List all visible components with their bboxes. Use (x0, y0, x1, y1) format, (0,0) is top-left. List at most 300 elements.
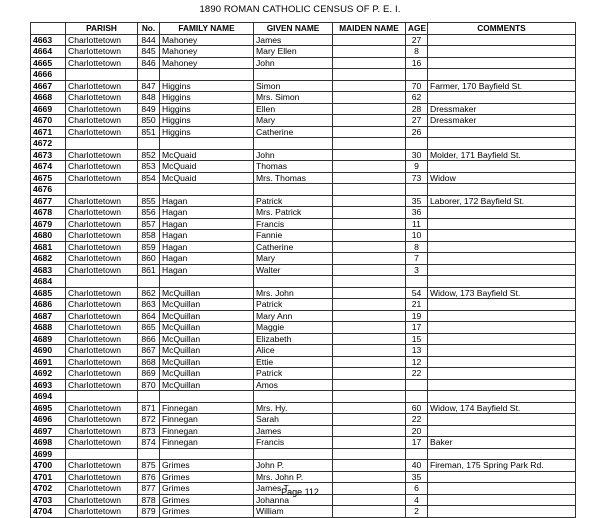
cell-parish: Charlottetown (66, 483, 138, 495)
cell-row-number: 4682 (31, 253, 66, 265)
cell-family-name: Finnegan (160, 414, 254, 426)
cell-row-number: 4664 (31, 46, 66, 58)
cell-row-number: 4702 (31, 483, 66, 495)
cell-given-name: William (254, 506, 333, 518)
cell-age: 40 (406, 460, 428, 472)
cell-family-name: Mahoney (160, 57, 254, 69)
cell-comments (428, 46, 576, 58)
cell-maiden-name (333, 80, 406, 92)
cell-maiden-name (333, 149, 406, 161)
cell-entry-number: 870 (138, 379, 160, 391)
table-row (31, 299, 576, 311)
cell-given-name: Sarah (254, 414, 333, 426)
cell-entry-number: 875 (138, 460, 160, 472)
cell-parish: Charlottetown (66, 103, 138, 115)
cell-family-name: Higgins (160, 92, 254, 104)
cell-parish: Charlottetown (66, 322, 138, 334)
cell-family-name: Finnegan (160, 425, 254, 437)
cell-age: 10 (406, 230, 428, 242)
cell-age (406, 276, 428, 288)
table-row (31, 356, 576, 368)
cell-comments (428, 276, 576, 288)
cell-given-name: Maggie (254, 322, 333, 334)
cell-parish: Charlottetown (66, 253, 138, 265)
cell-maiden-name (333, 368, 406, 380)
cell-given-name: Mary (254, 253, 333, 265)
cell-given-name: James (254, 34, 333, 46)
cell-row-number: 4692 (31, 368, 66, 380)
cell-age (406, 379, 428, 391)
cell-family-name (160, 391, 254, 403)
table-row (31, 471, 576, 483)
cell-entry-number: 862 (138, 287, 160, 299)
cell-comments (428, 253, 576, 265)
cell-age: 8 (406, 46, 428, 58)
table-row (31, 253, 576, 265)
cell-parish: Charlottetown (66, 345, 138, 357)
table-row (31, 322, 576, 334)
cell-maiden-name (333, 34, 406, 46)
cell-maiden-name (333, 506, 406, 518)
cell-age: 19 (406, 310, 428, 322)
table-row (31, 310, 576, 322)
cell-family-name: McQuillan (160, 333, 254, 345)
cell-row-number: 4670 (31, 115, 66, 127)
table-row (31, 287, 576, 299)
cell-age: 15 (406, 333, 428, 345)
cell-family-name: Hagan (160, 195, 254, 207)
cell-parish: Charlottetown (66, 195, 138, 207)
table-row (31, 345, 576, 357)
cell-entry-number: 858 (138, 230, 160, 242)
cell-given-name: Francis (254, 437, 333, 449)
table-row (31, 218, 576, 230)
cell-given-name: John P. (254, 460, 333, 472)
table-row (31, 103, 576, 115)
cell-age: 17 (406, 322, 428, 334)
cell-age: 11 (406, 218, 428, 230)
cell-entry-number: 844 (138, 34, 160, 46)
cell-parish: Charlottetown (66, 460, 138, 472)
cell-comments (428, 322, 576, 334)
cell-maiden-name (333, 345, 406, 357)
cell-comments (428, 425, 576, 437)
table-row (31, 195, 576, 207)
cell-parish: Charlottetown (66, 126, 138, 138)
cell-row-number: 4672 (31, 138, 66, 150)
cell-parish: Charlottetown (66, 494, 138, 506)
cell-family-name: McQuaid (160, 172, 254, 184)
cell-maiden-name (333, 241, 406, 253)
cell-parish: Charlottetown (66, 80, 138, 92)
cell-row-number: 4685 (31, 287, 66, 299)
table-row (31, 57, 576, 69)
cell-given-name: Patrick (254, 195, 333, 207)
cell-family-name: Hagan (160, 207, 254, 219)
cell-row-number: 4696 (31, 414, 66, 426)
cell-comments: Dressmaker (428, 115, 576, 127)
cell-age: 6 (406, 483, 428, 495)
cell-comments (428, 264, 576, 276)
cell-row-number: 4691 (31, 356, 66, 368)
cell-family-name: McQuillan (160, 310, 254, 322)
cell-family-name: Hagan (160, 264, 254, 276)
cell-maiden-name (333, 414, 406, 426)
cell-given-name: Mary Ellen (254, 46, 333, 58)
cell-family-name: Finnegan (160, 402, 254, 414)
col-header-family-name: FAMILY NAME (160, 23, 254, 35)
census-table (30, 22, 576, 518)
cell-row-number: 4683 (31, 264, 66, 276)
cell-family-name: Hagan (160, 241, 254, 253)
cell-comments (428, 506, 576, 518)
cell-family-name: McQuaid (160, 149, 254, 161)
cell-given-name: Walter (254, 264, 333, 276)
cell-row-number: 4668 (31, 92, 66, 104)
cell-row-number: 4697 (31, 425, 66, 437)
cell-entry-number (138, 391, 160, 403)
cell-age: 35 (406, 471, 428, 483)
cell-maiden-name (333, 207, 406, 219)
cell-entry-number: 871 (138, 402, 160, 414)
cell-comments (428, 126, 576, 138)
cell-family-name: Hagan (160, 253, 254, 265)
cell-row-number: 4678 (31, 207, 66, 219)
cell-entry-number: 865 (138, 322, 160, 334)
cell-family-name: McQuillan (160, 368, 254, 380)
cell-entry-number: 853 (138, 161, 160, 173)
cell-row-number: 4687 (31, 310, 66, 322)
cell-given-name: Simon (254, 80, 333, 92)
cell-entry-number: 872 (138, 414, 160, 426)
cell-entry-number: 850 (138, 115, 160, 127)
table-row (31, 402, 576, 414)
table-row (31, 425, 576, 437)
cell-comments (428, 368, 576, 380)
cell-family-name: McQuillan (160, 356, 254, 368)
cell-parish (66, 448, 138, 460)
cell-age (406, 69, 428, 81)
cell-comments (428, 207, 576, 219)
cell-row-number: 4675 (31, 172, 66, 184)
cell-parish: Charlottetown (66, 287, 138, 299)
cell-comments: Molder, 171 Bayfield St. (428, 149, 576, 161)
cell-parish: Charlottetown (66, 115, 138, 127)
cell-age: 13 (406, 345, 428, 357)
table-row (31, 460, 576, 472)
cell-parish (66, 138, 138, 150)
cell-row-number: 4666 (31, 69, 66, 81)
cell-maiden-name (333, 391, 406, 403)
cell-age: 4 (406, 494, 428, 506)
cell-comments (428, 230, 576, 242)
header-row (31, 23, 576, 35)
cell-comments: Fireman, 175 Spring Park Rd. (428, 460, 576, 472)
cell-entry-number (138, 184, 160, 196)
cell-maiden-name (333, 460, 406, 472)
cell-maiden-name (333, 103, 406, 115)
cell-comments: Widow (428, 172, 576, 184)
cell-family-name: Grimes (160, 471, 254, 483)
cell-row-number: 4698 (31, 437, 66, 449)
cell-maiden-name (333, 287, 406, 299)
cell-family-name: Higgins (160, 80, 254, 92)
cell-maiden-name (333, 126, 406, 138)
cell-age: 28 (406, 103, 428, 115)
cell-row-number: 4673 (31, 149, 66, 161)
cell-row-number: 4684 (31, 276, 66, 288)
cell-family-name: Mahoney (160, 34, 254, 46)
cell-family-name: McQuillan (160, 287, 254, 299)
cell-parish: Charlottetown (66, 34, 138, 46)
cell-family-name (160, 69, 254, 81)
cell-entry-number: 847 (138, 80, 160, 92)
cell-comments (428, 414, 576, 426)
cell-maiden-name (333, 379, 406, 391)
cell-entry-number: 852 (138, 149, 160, 161)
cell-family-name: Hagan (160, 218, 254, 230)
cell-maiden-name (333, 425, 406, 437)
cell-given-name: Fannie (254, 230, 333, 242)
cell-family-name: Grimes (160, 506, 254, 518)
cell-parish: Charlottetown (66, 414, 138, 426)
cell-age: 9 (406, 161, 428, 173)
table-row (31, 230, 576, 242)
cell-maiden-name (333, 218, 406, 230)
cell-age: 7 (406, 253, 428, 265)
page-title: 1890 ROMAN CATHOLIC CENSUS OF P. E. I. (199, 4, 401, 15)
table-row (31, 448, 576, 460)
table-row (31, 92, 576, 104)
cell-entry-number: 869 (138, 368, 160, 380)
cell-entry-number: 864 (138, 310, 160, 322)
table-row (31, 391, 576, 403)
cell-comments (428, 138, 576, 150)
cell-comments (428, 299, 576, 311)
cell-row-number: 4693 (31, 379, 66, 391)
cell-comments: Widow, 173 Bayfield St. (428, 287, 576, 299)
cell-family-name (160, 184, 254, 196)
cell-parish: Charlottetown (66, 57, 138, 69)
cell-given-name: Amos (254, 379, 333, 391)
cell-comments (428, 379, 576, 391)
cell-family-name: McQuillan (160, 299, 254, 311)
col-header-maiden-name: MAIDEN NAME (333, 23, 406, 35)
cell-row-number: 4704 (31, 506, 66, 518)
col-header-no: No. (138, 23, 160, 35)
cell-comments (428, 57, 576, 69)
cell-age: 8 (406, 241, 428, 253)
col-header-comments: COMMENTS (428, 23, 576, 35)
col-header-age: AGE (406, 23, 428, 35)
cell-comments (428, 241, 576, 253)
cell-family-name: Grimes (160, 494, 254, 506)
cell-entry-number: 873 (138, 425, 160, 437)
cell-given-name: Mrs. Simon (254, 92, 333, 104)
cell-given-name: Mrs. John (254, 287, 333, 299)
cell-parish: Charlottetown (66, 471, 138, 483)
cell-row-number: 4679 (31, 218, 66, 230)
cell-parish: Charlottetown (66, 218, 138, 230)
cell-row-number: 4688 (31, 322, 66, 334)
cell-maiden-name (333, 448, 406, 460)
cell-given-name: Catherine (254, 241, 333, 253)
cell-entry-number: 866 (138, 333, 160, 345)
cell-row-number: 4669 (31, 103, 66, 115)
cell-parish: Charlottetown (66, 241, 138, 253)
cell-maiden-name (333, 115, 406, 127)
cell-age (406, 138, 428, 150)
cell-row-number: 4681 (31, 241, 66, 253)
cell-entry-number (138, 138, 160, 150)
cell-entry-number: 868 (138, 356, 160, 368)
cell-entry-number: 856 (138, 207, 160, 219)
cell-age: 27 (406, 115, 428, 127)
cell-parish: Charlottetown (66, 379, 138, 391)
table-row (31, 172, 576, 184)
cell-family-name: Finnegan (160, 437, 254, 449)
cell-comments: Farmer, 170 Bayfield St. (428, 80, 576, 92)
cell-maiden-name (333, 299, 406, 311)
col-header-row-number (31, 23, 66, 35)
cell-given-name (254, 448, 333, 460)
cell-age: 21 (406, 299, 428, 311)
cell-comments (428, 310, 576, 322)
cell-age: 17 (406, 437, 428, 449)
cell-comments: Baker (428, 437, 576, 449)
cell-entry-number: 851 (138, 126, 160, 138)
cell-comments: Widow, 174 Bayfield St. (428, 402, 576, 414)
cell-row-number: 4676 (31, 184, 66, 196)
cell-row-number: 4663 (31, 34, 66, 46)
cell-given-name (254, 276, 333, 288)
cell-entry-number: 874 (138, 437, 160, 449)
cell-given-name: Mrs. John P. (254, 471, 333, 483)
cell-comments (428, 218, 576, 230)
cell-row-number: 4677 (31, 195, 66, 207)
table-row (31, 69, 576, 81)
cell-given-name: Patrick (254, 299, 333, 311)
cell-row-number: 4686 (31, 299, 66, 311)
cell-entry-number: 861 (138, 264, 160, 276)
cell-age: 26 (406, 126, 428, 138)
cell-parish: Charlottetown (66, 425, 138, 437)
cell-age: 22 (406, 368, 428, 380)
cell-parish: Charlottetown (66, 149, 138, 161)
cell-family-name: McQuillan (160, 379, 254, 391)
cell-age (406, 448, 428, 460)
cell-age (406, 391, 428, 403)
table-row (31, 126, 576, 138)
cell-parish: Charlottetown (66, 92, 138, 104)
cell-family-name: McQuillan (160, 345, 254, 357)
cell-comments (428, 92, 576, 104)
cell-maiden-name (333, 253, 406, 265)
cell-parish: Charlottetown (66, 172, 138, 184)
cell-maiden-name (333, 138, 406, 150)
cell-maiden-name (333, 402, 406, 414)
cell-age: 35 (406, 195, 428, 207)
cell-entry-number (138, 448, 160, 460)
cell-comments (428, 69, 576, 81)
cell-family-name (160, 138, 254, 150)
cell-row-number: 4690 (31, 345, 66, 357)
cell-entry-number (138, 69, 160, 81)
table-row (31, 241, 576, 253)
cell-entry-number: 876 (138, 471, 160, 483)
cell-comments (428, 184, 576, 196)
cell-maiden-name (333, 322, 406, 334)
cell-given-name: Thomas (254, 161, 333, 173)
page-number: Page 112 (281, 487, 319, 497)
cell-parish (66, 184, 138, 196)
cell-entry-number: 867 (138, 345, 160, 357)
cell-age: 30 (406, 149, 428, 161)
cell-entry-number: 854 (138, 172, 160, 184)
cell-age: 27 (406, 34, 428, 46)
cell-entry-number: 878 (138, 494, 160, 506)
cell-maiden-name (333, 184, 406, 196)
cell-comments (428, 471, 576, 483)
cell-parish: Charlottetown (66, 356, 138, 368)
cell-row-number: 4700 (31, 460, 66, 472)
cell-parish: Charlottetown (66, 299, 138, 311)
cell-age: 2 (406, 506, 428, 518)
cell-given-name: Mrs. Hy. (254, 402, 333, 414)
cell-comments: Laborer, 172 Bayfield St. (428, 195, 576, 207)
cell-age: 20 (406, 425, 428, 437)
table-row (31, 207, 576, 219)
cell-parish (66, 276, 138, 288)
cell-family-name: Grimes (160, 460, 254, 472)
cell-given-name (254, 138, 333, 150)
cell-age: 36 (406, 207, 428, 219)
cell-parish (66, 69, 138, 81)
cell-age: 12 (406, 356, 428, 368)
cell-age: 22 (406, 414, 428, 426)
col-header-given-name: GIVEN NAME (254, 23, 333, 35)
cell-row-number: 4701 (31, 471, 66, 483)
cell-given-name: Mary Ann (254, 310, 333, 322)
cell-comments (428, 345, 576, 357)
cell-row-number: 4680 (31, 230, 66, 242)
cell-given-name: Ellen (254, 103, 333, 115)
cell-given-name: Elizabeth (254, 333, 333, 345)
cell-maiden-name (333, 57, 406, 69)
cell-given-name: James (254, 425, 333, 437)
cell-given-name (254, 69, 333, 81)
table-row (31, 138, 576, 150)
cell-maiden-name (333, 92, 406, 104)
cell-row-number: 4665 (31, 57, 66, 69)
cell-maiden-name (333, 310, 406, 322)
cell-family-name: Higgins (160, 126, 254, 138)
cell-maiden-name (333, 230, 406, 242)
cell-parish (66, 391, 138, 403)
cell-maiden-name (333, 172, 406, 184)
cell-parish: Charlottetown (66, 310, 138, 322)
cell-maiden-name (333, 195, 406, 207)
cell-given-name: Johanna (254, 494, 333, 506)
cell-family-name: McQuaid (160, 161, 254, 173)
cell-row-number: 4703 (31, 494, 66, 506)
cell-age: 73 (406, 172, 428, 184)
cell-given-name: John (254, 57, 333, 69)
cell-comments (428, 391, 576, 403)
cell-maiden-name (333, 437, 406, 449)
cell-entry-number: 859 (138, 241, 160, 253)
cell-given-name: Francis (254, 218, 333, 230)
